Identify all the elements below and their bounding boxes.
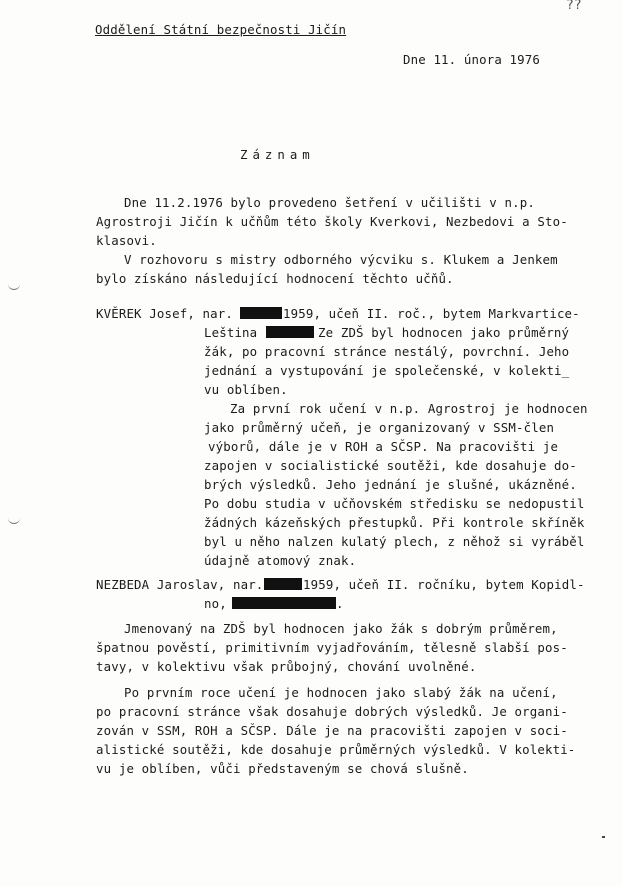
document-title: Záznam (240, 147, 315, 162)
kverek-name-label: KVĚREK Josef, nar. (96, 306, 233, 321)
intro-line: klasovi. (96, 233, 157, 248)
intro-line: Dne 11.2.1976 bylo provedeno šetření v učilišti v n.p. (124, 195, 535, 210)
scan-speck (602, 836, 605, 838)
kverek-address-cont: Leština (204, 325, 258, 340)
kverek-line: Za první rok učení v n.p. Agrostroj je hodnocen (230, 401, 588, 416)
document-date: Dne 11. února 1976 (403, 52, 540, 67)
nezbeda-line: zován v SSM, ROH a SČSP. Dále je na pracovišti zapojen v soci- (96, 723, 568, 738)
kverek-line: jako průměrný učeň, je organizovaný v SSM-člen (204, 420, 555, 435)
kverek-line: žádných kázeňských přestupků. Při kontrole skříněk (204, 515, 585, 530)
nezbeda-address-end: . (336, 596, 344, 611)
kverek-line: brých výsledků. Jeho jednání je slušné, ukázněné. (204, 477, 577, 492)
nezbeda-name-label: NEZBEDA Jaroslav, nar. (96, 577, 264, 592)
redaction-bar (232, 597, 336, 609)
nezbeda-line: Jmenovaný na ZDŠ byl hodnocen jako žák s dobrým průměrem, (124, 621, 558, 636)
punch-hole-mark (8, 283, 20, 290)
kverek-school-eval: Ze ZDŠ byl hodnocen jako průměrný (318, 325, 570, 340)
intro-line: V rozhovoru s mistry odborného výcviku s. Klukem a Jenkem (124, 252, 558, 267)
punch-hole-mark (8, 517, 20, 524)
kverek-line: vu oblíben. (204, 382, 288, 397)
nezbeda-line: tavy, v kolektivu však průbojný, chování uvolněné. (96, 659, 477, 674)
kverek-line: byl u něho nalzen kulatý plech, z něhož si vyráběl (204, 534, 585, 549)
kverek-line: Po dobu studia v učňovském středisku se nedopustil (204, 496, 585, 511)
nezbeda-address-cont: no, (204, 596, 227, 611)
nezbeda-line: špatnou pověstí, primitivním vyjadřováním, tělesně slabší pos- (96, 640, 568, 655)
kverek-line: výborů, dále je v ROH a SČSP. Na pracovišti je (208, 439, 559, 454)
page-number-mark: ?? (566, 0, 582, 13)
nezbeda-line: po pracovní stránce však dosahuje dobrých výsledků. Je organi- (96, 704, 568, 719)
kverek-birth-address: 1959, učeň II. roč., bytem Markvartice- (283, 306, 580, 321)
intro-line: bylo získáno následující hodnocení těchto učňů. (96, 271, 454, 286)
nezbeda-line: alistické soutěži, kde dosahuje průměrných výsledků. V kolekti- (96, 742, 576, 757)
kverek-line: žák, po pracovní stránce nestálý, povrchní. Jeho (204, 344, 570, 359)
redaction-bar (266, 326, 314, 338)
intro-line: Agrostroji Jičín k učňům této školy Kverkovi, Nezbedovi a Sto- (96, 214, 568, 229)
redaction-bar (264, 578, 302, 590)
nezbeda-line: vu je oblíben, vůči představeným se chová slušně. (96, 761, 469, 776)
kverek-line: zapojen v socialistické soutěži, kde dosahuje do- (204, 458, 577, 473)
kverek-line: jednání a vystupování je společenské, v kolekti_ (204, 363, 570, 378)
nezbeda-line: Po prvním roce učení je hodnocen jako slabý žák na učení, (124, 685, 558, 700)
nezbeda-birth-address: 1959, učeň II. ročníku, bytem Kopidl- (303, 577, 585, 592)
department-header: Oddělení Státní bezpečnosti Jičín (95, 22, 347, 37)
redaction-bar (240, 307, 282, 319)
kverek-line: údajně atomový znak. (204, 553, 357, 568)
